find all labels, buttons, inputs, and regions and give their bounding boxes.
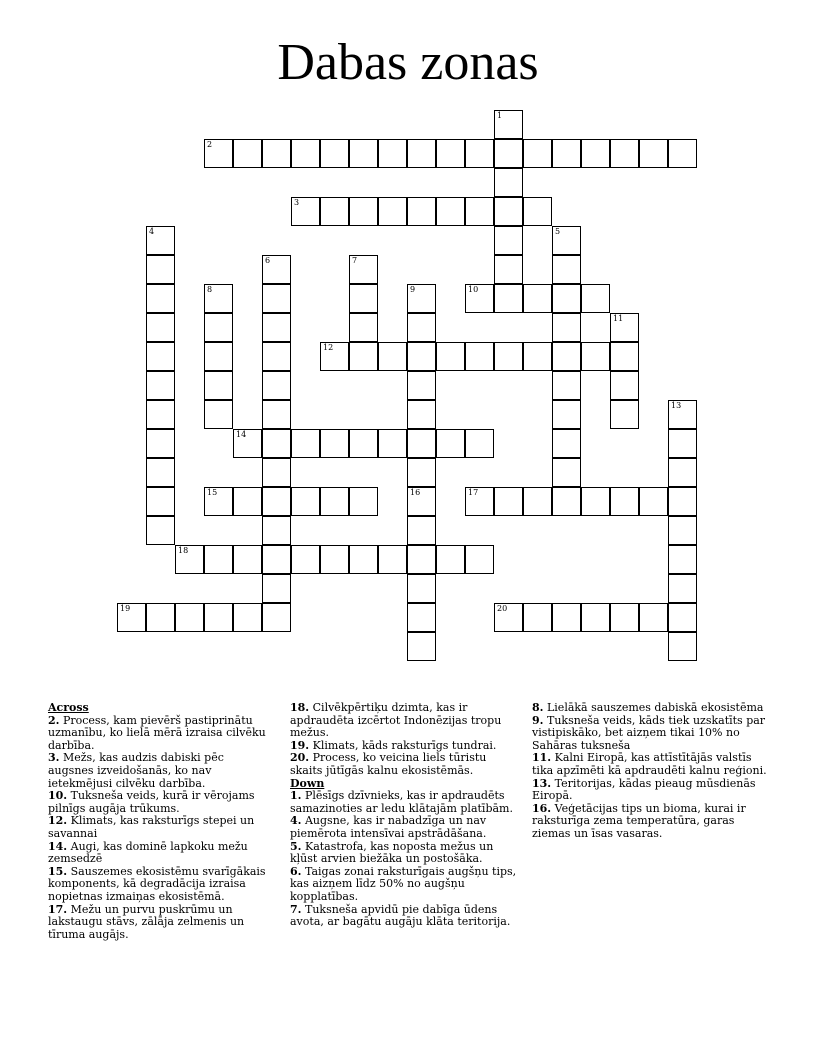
grid-cell[interactable] xyxy=(349,313,378,342)
clue-text: Plēsīgs dzīvnieks, kas ir apdraudēts samazinoties ar ledu klātajām platībām. xyxy=(290,789,513,815)
clue-text: Augi, kas dominē lapkoku mežu zemsedzē xyxy=(48,839,248,866)
across-heading: Across xyxy=(48,701,89,714)
grid-cell[interactable] xyxy=(523,197,552,226)
grid-cell[interactable] xyxy=(204,545,233,574)
grid-cell[interactable] xyxy=(552,487,581,516)
grid-cell[interactable] xyxy=(291,139,320,168)
grid-cell[interactable] xyxy=(552,226,581,255)
down-clue xyxy=(532,752,768,777)
clue-text: Veģetācijas tips un bioma, kurai ir raksturīga zema temperatūra, garas ziemas un īsas vasaras. xyxy=(532,801,746,840)
down-clue xyxy=(290,904,520,929)
grid-cell[interactable] xyxy=(494,197,523,226)
clue-number: 1 xyxy=(497,111,503,120)
grid-cell[interactable] xyxy=(552,429,581,458)
grid-cell[interactable] xyxy=(349,255,378,284)
grid-cell[interactable] xyxy=(262,516,291,545)
clue-num: 3. xyxy=(48,751,60,765)
grid-cell[interactable] xyxy=(407,284,436,313)
grid-cell[interactable] xyxy=(146,255,175,284)
grid-cell[interactable] xyxy=(320,197,349,226)
grid-cell[interactable] xyxy=(262,487,291,516)
grid-cell[interactable] xyxy=(610,313,639,342)
grid-cell[interactable] xyxy=(349,545,378,574)
grid-cell[interactable] xyxy=(581,487,610,516)
grid-cell[interactable] xyxy=(262,255,291,284)
across-clue xyxy=(48,841,270,866)
clue-number: 10 xyxy=(468,285,479,294)
clues-column-3 xyxy=(532,702,768,841)
grid-cell[interactable] xyxy=(436,139,465,168)
grid-cell[interactable] xyxy=(204,342,233,371)
across-clue xyxy=(48,904,270,942)
grid-cell[interactable] xyxy=(523,487,552,516)
down-clue xyxy=(532,715,768,753)
grid-cell[interactable] xyxy=(668,603,697,632)
grid-cell[interactable] xyxy=(262,429,291,458)
grid-cell[interactable] xyxy=(668,139,697,168)
grid-cell[interactable] xyxy=(610,487,639,516)
grid-cell[interactable] xyxy=(610,371,639,400)
grid-cell[interactable] xyxy=(204,487,233,516)
clue-num: 17. xyxy=(48,902,68,916)
grid-cell[interactable] xyxy=(523,342,552,371)
grid-cell[interactable] xyxy=(204,371,233,400)
clue-text: Sauszemes ekosistēmu svarīgākais komponents, kā degradācija izraisa nopietnas izmaiņas ekosistēmā. xyxy=(48,864,266,903)
grid-cell[interactable] xyxy=(610,400,639,429)
grid-cell[interactable] xyxy=(668,487,697,516)
grid-cell[interactable] xyxy=(668,574,697,603)
grid-cell[interactable] xyxy=(233,603,262,632)
grid-cell[interactable] xyxy=(494,110,523,139)
clue-text: Klimats, kāds raksturīgs tundrai. xyxy=(309,738,497,752)
grid-cell[interactable] xyxy=(378,342,407,371)
grid-cell[interactable] xyxy=(262,139,291,168)
clue-text: Klimats, kas raksturīgs stepei un savannai xyxy=(48,814,255,840)
clue-num: 9. xyxy=(532,713,544,727)
grid-cell[interactable] xyxy=(465,342,494,371)
grid-cell[interactable] xyxy=(407,400,436,429)
clue-number: 18 xyxy=(178,546,189,555)
grid-cell[interactable] xyxy=(668,545,697,574)
grid-cell[interactable] xyxy=(552,255,581,284)
clue-num: 16. xyxy=(532,801,552,815)
grid-cell[interactable] xyxy=(407,342,436,371)
across-clue xyxy=(48,790,270,815)
grid-cell[interactable] xyxy=(204,400,233,429)
grid-cell[interactable] xyxy=(610,342,639,371)
grid-cell[interactable] xyxy=(146,313,175,342)
clue-text: Mežs, kas audzis dabiski pēc augsnes izveidošanās, ko nav ietekmējusi cilvēku darbība. xyxy=(48,751,224,790)
clue-num: 12. xyxy=(48,814,68,828)
clue-number: 12 xyxy=(323,343,334,352)
grid-cell[interactable] xyxy=(494,255,523,284)
grid-cell[interactable] xyxy=(146,603,175,632)
grid-cell[interactable] xyxy=(494,226,523,255)
across-clue xyxy=(48,815,270,840)
grid-cell[interactable] xyxy=(494,487,523,516)
grid-cell[interactable] xyxy=(436,342,465,371)
clue-text: Taigas zonai raksturīgais augšņu tips, kas aizņem līdz 50% no augšņu kopplatības. xyxy=(290,864,517,903)
clue-num: 18. xyxy=(290,701,310,714)
clue-num: 1. xyxy=(290,789,302,803)
grid-cell[interactable] xyxy=(465,284,494,313)
clue-num: 5. xyxy=(290,839,302,853)
down-clue xyxy=(290,866,520,904)
clue-text: Tuksneša veids, kurā ir vērojams pilnīgs augāja trūkums. xyxy=(48,789,255,815)
clue-num: 8. xyxy=(532,701,544,714)
clue-num: 6. xyxy=(290,864,302,878)
clue-num: 7. xyxy=(290,902,302,916)
grid-cell[interactable] xyxy=(262,603,291,632)
grid-cell[interactable] xyxy=(378,139,407,168)
clue-text: Teritorijas, kādas pieaug mūsdienās Eiropā. xyxy=(532,776,756,803)
grid-cell[interactable] xyxy=(523,139,552,168)
grid-cell[interactable] xyxy=(291,545,320,574)
grid-cell[interactable] xyxy=(407,632,436,661)
grid-cell[interactable] xyxy=(262,313,291,342)
grid-cell[interactable] xyxy=(494,168,523,197)
grid-cell[interactable] xyxy=(552,342,581,371)
grid-cell[interactable] xyxy=(436,429,465,458)
grid-cell[interactable] xyxy=(465,487,494,516)
grid-cell[interactable] xyxy=(552,313,581,342)
across-clue xyxy=(290,752,520,777)
grid-cell[interactable] xyxy=(320,139,349,168)
clue-num: 19. xyxy=(290,738,310,752)
clue-number: 8 xyxy=(207,285,213,294)
grid-cell[interactable] xyxy=(146,371,175,400)
grid-cell[interactable] xyxy=(668,400,697,429)
clue-num: 10. xyxy=(48,789,68,803)
grid-cell[interactable] xyxy=(262,574,291,603)
grid-cell[interactable] xyxy=(262,371,291,400)
grid-cell[interactable] xyxy=(349,197,378,226)
clue-number: 19 xyxy=(120,604,131,613)
grid-cell[interactable] xyxy=(233,429,262,458)
grid-cell[interactable] xyxy=(465,545,494,574)
clue-num: 15. xyxy=(48,864,68,878)
clue-text: Tuksneša veids, kāds tiek uzskatīts par vistipiskāko, bet aizņem tikai 10% no Sahāras tuksneša xyxy=(532,713,766,752)
grid-cell[interactable] xyxy=(523,284,552,313)
puzzle-title: Dabas zonas xyxy=(277,34,539,91)
grid-cell[interactable] xyxy=(320,342,349,371)
grid-cell[interactable] xyxy=(146,487,175,516)
clue-num: 2. xyxy=(48,713,60,727)
grid-cell[interactable] xyxy=(639,487,668,516)
grid-cell[interactable] xyxy=(146,226,175,255)
grid-cell[interactable] xyxy=(146,429,175,458)
across-clue xyxy=(48,866,270,904)
clue-number: 16 xyxy=(410,488,421,497)
grid-cell[interactable] xyxy=(378,429,407,458)
grid-cell[interactable] xyxy=(610,139,639,168)
grid-cell[interactable] xyxy=(262,284,291,313)
grid-cell[interactable] xyxy=(204,284,233,313)
grid-cell[interactable] xyxy=(407,545,436,574)
grid-cell[interactable] xyxy=(668,429,697,458)
grid-cell[interactable] xyxy=(494,603,523,632)
grid-cell[interactable] xyxy=(523,603,552,632)
clue-text: Cilvēkpērtiķu dzimta, kas ir apdraudēta izcērtot Indonēzijas tropu mežus. xyxy=(290,701,502,740)
clue-num: 14. xyxy=(48,839,68,853)
grid-cell[interactable] xyxy=(407,313,436,342)
clue-number: 11 xyxy=(613,314,624,323)
clues-column-1 xyxy=(48,702,270,941)
clue-number: 13 xyxy=(671,401,682,410)
grid-cell[interactable] xyxy=(552,371,581,400)
grid-cell[interactable] xyxy=(291,487,320,516)
grid-cell[interactable] xyxy=(204,139,233,168)
clue-text: Process, kam pievērš pastiprinātu uzmanību, ko lielā mērā izraisa cilvēku darbība. xyxy=(48,713,266,752)
across-clue xyxy=(48,752,270,790)
down-clue xyxy=(532,778,768,803)
grid-cell[interactable] xyxy=(378,197,407,226)
grid-cell[interactable] xyxy=(407,197,436,226)
clue-number: 2 xyxy=(207,140,213,149)
grid-cell[interactable] xyxy=(407,487,436,516)
clue-num: 20. xyxy=(290,751,310,765)
grid-cell[interactable] xyxy=(436,545,465,574)
grid-cell[interactable] xyxy=(146,516,175,545)
clue-text: Kalni Eiropā, kas attīstītājās valstīs tika apzīmēti kā apdraudēti kalnu reģioni. xyxy=(532,751,767,777)
grid-cell[interactable] xyxy=(204,603,233,632)
grid-cell[interactable] xyxy=(610,603,639,632)
clue-text: Augsne, kas ir nabadzīga un nav piemērota intensīvai apstrādāšana. xyxy=(290,814,487,840)
grid-cell[interactable] xyxy=(349,139,378,168)
grid-cell[interactable] xyxy=(262,545,291,574)
grid-cell[interactable] xyxy=(552,458,581,487)
clue-number: 15 xyxy=(207,488,218,497)
grid-cell[interactable] xyxy=(581,603,610,632)
grid-cell[interactable] xyxy=(494,284,523,313)
clue-text: Katastrofa, kas noposta mežus un kļūst arvien biežāka un postošāka. xyxy=(290,839,494,866)
grid-cell[interactable] xyxy=(581,139,610,168)
grid-cell[interactable] xyxy=(146,400,175,429)
grid-cell[interactable] xyxy=(552,400,581,429)
clue-number: 9 xyxy=(410,285,416,294)
grid-cell[interactable] xyxy=(552,603,581,632)
grid-cell[interactable] xyxy=(349,429,378,458)
grid-cell[interactable] xyxy=(407,139,436,168)
clue-number: 20 xyxy=(497,604,508,613)
grid-cell[interactable] xyxy=(639,603,668,632)
grid-cell[interactable] xyxy=(291,429,320,458)
grid-cell[interactable] xyxy=(320,487,349,516)
grid-cell[interactable] xyxy=(175,545,204,574)
grid-cell[interactable] xyxy=(320,429,349,458)
clue-number: 3 xyxy=(294,198,300,207)
grid-cell[interactable] xyxy=(407,603,436,632)
grid-cell[interactable] xyxy=(668,632,697,661)
grid-cell[interactable] xyxy=(465,139,494,168)
grid-cell[interactable] xyxy=(233,139,262,168)
grid-cell[interactable] xyxy=(407,429,436,458)
grid-cell[interactable] xyxy=(494,342,523,371)
clue-number: 5 xyxy=(555,227,561,236)
grid-cell[interactable] xyxy=(552,284,581,313)
grid-cell[interactable] xyxy=(407,458,436,487)
grid-cell[interactable] xyxy=(146,342,175,371)
grid-cell[interactable] xyxy=(117,603,146,632)
grid-cell[interactable] xyxy=(407,516,436,545)
clue-num: 11. xyxy=(532,751,552,765)
across-clue xyxy=(290,702,520,740)
grid-cell[interactable] xyxy=(465,197,494,226)
clue-text: Tuksneša apvidū pie dabīga ūdens avota, ar bagātu augāju klāta teritorija. xyxy=(290,902,511,929)
grid-cell[interactable] xyxy=(349,342,378,371)
grid-cell[interactable] xyxy=(146,458,175,487)
clue-number: 6 xyxy=(265,256,271,265)
clue-text: Lielākā sauszemes dabiskā ekosistēma xyxy=(543,701,764,714)
clues-column-2 xyxy=(290,702,520,929)
down-clue xyxy=(290,790,520,815)
down-clue xyxy=(290,815,520,840)
clue-text: Process, ko veicina liels tūristu skaits jūtīgās kalnu ekosistēmās. xyxy=(290,751,487,777)
grid-cell[interactable] xyxy=(349,487,378,516)
grid-cell[interactable] xyxy=(262,400,291,429)
across-clue xyxy=(48,715,270,753)
grid-cell[interactable] xyxy=(407,371,436,400)
grid-cell[interactable] xyxy=(262,458,291,487)
grid-cell[interactable] xyxy=(465,429,494,458)
grid-cell[interactable] xyxy=(291,197,320,226)
grid-cell[interactable] xyxy=(262,342,291,371)
grid-cell[interactable] xyxy=(581,284,610,313)
grid-cell[interactable] xyxy=(175,603,204,632)
grid-cell[interactable] xyxy=(233,487,262,516)
grid-cell[interactable] xyxy=(146,284,175,313)
grid-cell[interactable] xyxy=(320,545,349,574)
grid-cell[interactable] xyxy=(407,574,436,603)
grid-cell[interactable] xyxy=(349,284,378,313)
clue-number: 4 xyxy=(149,227,155,236)
grid-cell[interactable] xyxy=(494,139,523,168)
clue-number: 7 xyxy=(352,256,358,265)
clue-text: Mežu un purvu puskrūmu un lakstaugu stāvs, zālāja zelmenis un tīruma augājs. xyxy=(48,902,245,941)
grid-cell[interactable] xyxy=(552,139,581,168)
grid-cell[interactable] xyxy=(204,313,233,342)
grid-cell[interactable] xyxy=(639,139,668,168)
clue-number: 17 xyxy=(468,488,479,497)
down-clue xyxy=(290,841,520,866)
grid-cell[interactable] xyxy=(668,458,697,487)
grid-cell[interactable] xyxy=(233,545,262,574)
clue-number: 14 xyxy=(236,430,247,439)
clue-num: 4. xyxy=(290,814,302,828)
grid-cell[interactable] xyxy=(668,516,697,545)
clue-num: 13. xyxy=(532,776,552,790)
down-heading: Down xyxy=(290,776,325,790)
grid-cell[interactable] xyxy=(436,197,465,226)
grid-cell[interactable] xyxy=(581,342,610,371)
grid-cell[interactable] xyxy=(378,545,407,574)
down-clue xyxy=(532,803,768,841)
